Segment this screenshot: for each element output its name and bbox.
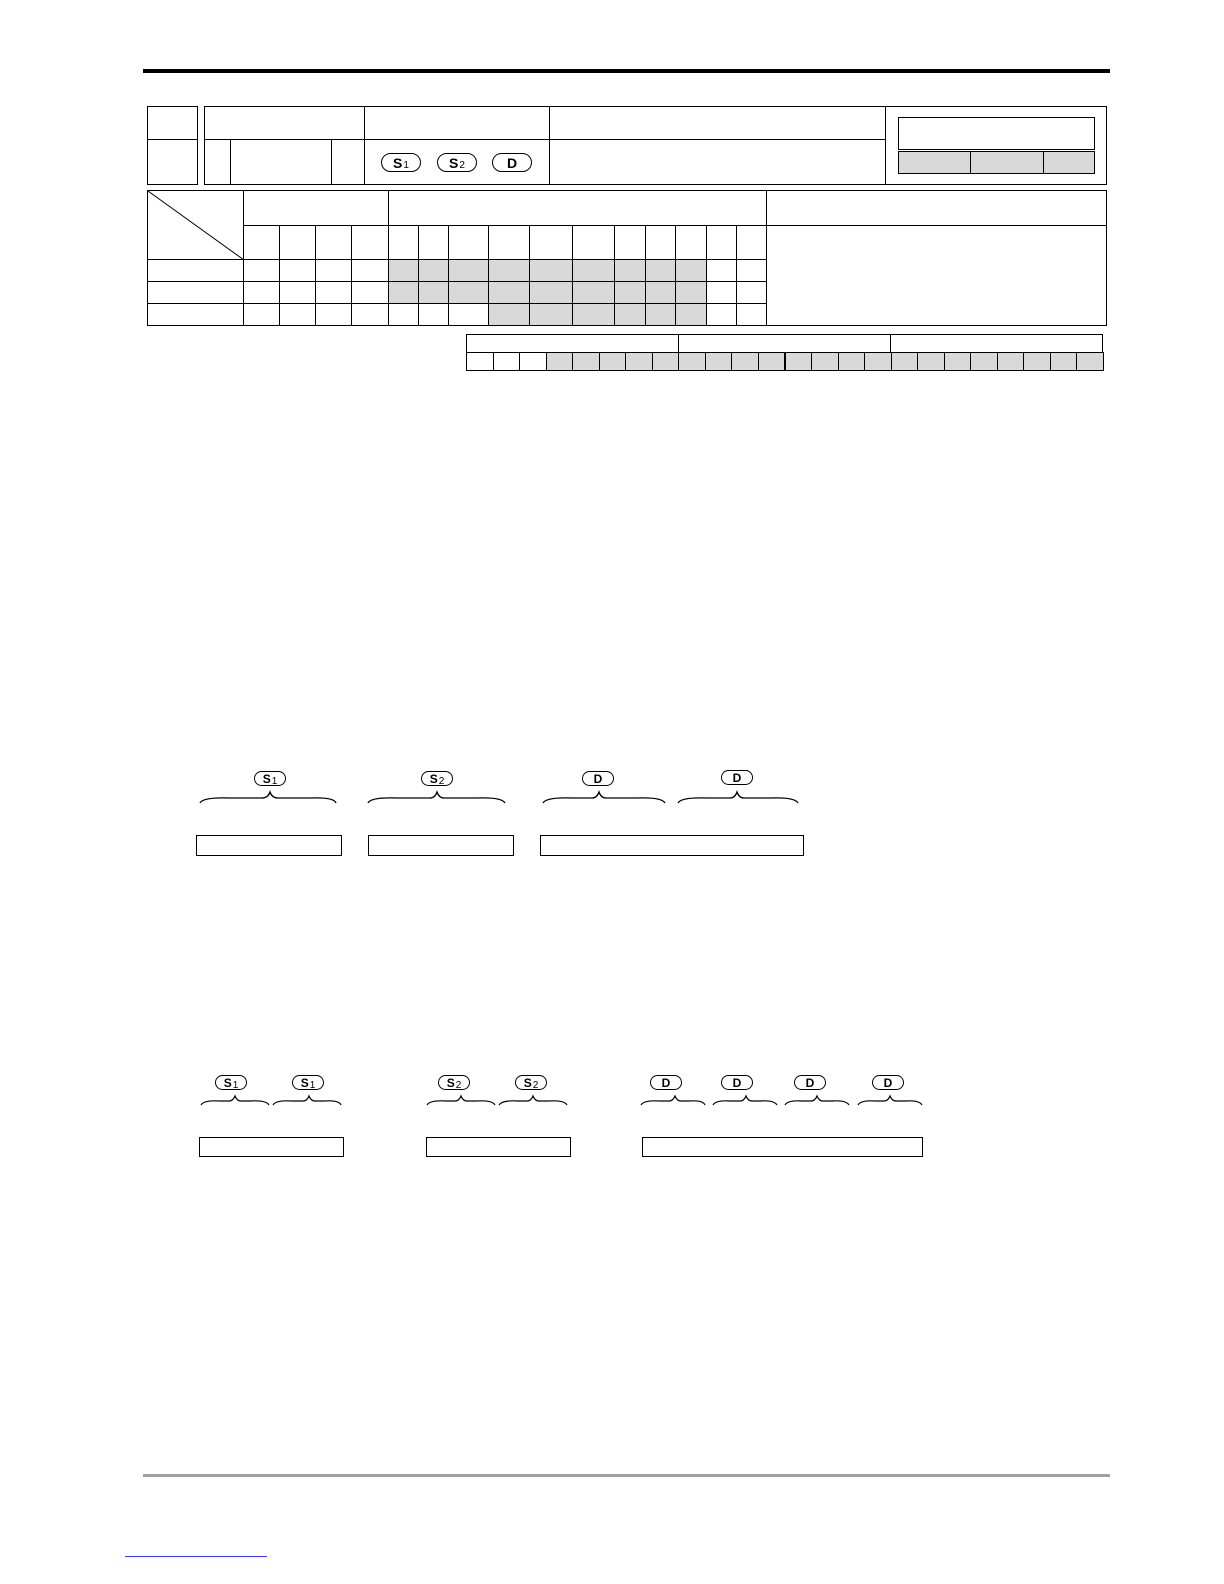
operand-d-badge: D: [492, 153, 532, 172]
device-cell: [529, 259, 573, 282]
support-cell: [891, 352, 919, 371]
device-cell: [614, 281, 646, 304]
16bit-header: [678, 334, 891, 353]
device-cell: [448, 303, 489, 326]
support-cell: [466, 352, 494, 371]
support-cell: [917, 352, 945, 371]
device-cell: [706, 281, 737, 304]
operands-header-cell: [364, 106, 550, 140]
operand-s1-badge: S 1: [381, 153, 421, 172]
support-cell: [652, 352, 680, 371]
device-column-header: [315, 225, 352, 260]
support-cell: [970, 352, 998, 371]
device-cell: [418, 281, 449, 304]
support-cell: [785, 352, 813, 371]
device-column-header: [488, 225, 530, 260]
device-cell: [351, 259, 389, 282]
device-cell: [614, 259, 646, 282]
operands-cell: [364, 139, 550, 185]
label-s2-low: S 2: [438, 1075, 470, 1090]
device-cell: [351, 303, 389, 326]
register-d-32: [642, 1137, 923, 1157]
device-cell: [243, 259, 280, 282]
support-cell: [758, 352, 786, 371]
header-rule: [143, 69, 1110, 73]
brace-d-high: [678, 792, 798, 803]
support-cell: [599, 352, 627, 371]
label-s1-high: S 1: [292, 1075, 324, 1090]
device-cell: [243, 303, 280, 326]
device-cell: [388, 303, 419, 326]
brace-s1-low: [201, 1096, 269, 1105]
braces-16bit: [0, 790, 1224, 830]
support-cell: [625, 352, 653, 371]
device-cell: [315, 281, 352, 304]
controller-series-1: [898, 151, 971, 174]
function-cell: [549, 139, 886, 185]
footer-rule: [143, 1474, 1110, 1477]
device-cell: [315, 259, 352, 282]
device-cell: [675, 303, 707, 326]
register-s1: [196, 835, 342, 856]
api-number-value-cell: [147, 139, 198, 185]
device-cell: [279, 259, 316, 282]
device-cell: [706, 303, 737, 326]
function-header-cell: [549, 106, 886, 140]
device-cell: [645, 259, 676, 282]
controller-series-3: [1043, 151, 1095, 174]
row-label-s2: [147, 281, 244, 304]
device-column-header: [736, 225, 767, 260]
support-cell: [572, 352, 600, 371]
support-cell: [1023, 352, 1051, 371]
support-cell: [1050, 352, 1078, 371]
controller-series-2: [970, 151, 1044, 174]
support-cell: [731, 352, 759, 371]
device-column-header: [614, 225, 646, 260]
device-cell: [243, 281, 280, 304]
device-column-header: [572, 225, 615, 260]
row-label-d: [147, 303, 244, 326]
32bit-header: [890, 334, 1103, 353]
device-cell: [645, 303, 676, 326]
support-cell: [705, 352, 733, 371]
controllers-title-box: [898, 117, 1095, 150]
device-cell: [448, 259, 489, 282]
device-cell: [279, 303, 316, 326]
label-d-high: D: [721, 770, 753, 785]
label-d-4: D: [872, 1075, 904, 1090]
word-devices-header: [388, 190, 767, 226]
register-s1-32: [199, 1137, 344, 1157]
label-s2-high: S 2: [515, 1075, 547, 1090]
row-label-s1: [147, 259, 244, 282]
brace-s1: [200, 792, 336, 803]
support-cell: [1076, 352, 1104, 371]
device-column-header: [279, 225, 316, 260]
device-column-header: [529, 225, 573, 260]
device-cell: [388, 281, 419, 304]
controllers-cell: [885, 106, 1107, 185]
label-d-1: D: [650, 1075, 682, 1090]
device-cell: [388, 259, 419, 282]
support-cell: [811, 352, 839, 371]
device-cell: [315, 303, 352, 326]
operand-s2-badge: S 2: [437, 153, 477, 172]
support-cell: [493, 352, 521, 371]
label-s2: S 2: [421, 771, 453, 786]
device-cell: [529, 281, 573, 304]
brace-d-4: [858, 1096, 922, 1105]
program-example-header: [766, 190, 1107, 226]
register-s2: [368, 835, 514, 856]
label-s1: S 1: [254, 771, 286, 786]
device-column-header: [243, 225, 280, 260]
support-cell: [864, 352, 892, 371]
device-cell: [529, 303, 573, 326]
support-cell: [519, 352, 547, 371]
support-cell: [546, 352, 574, 371]
table-corner-cell: [147, 190, 244, 260]
register-s2-32: [426, 1137, 571, 1157]
braces-32bit: [0, 1094, 1224, 1124]
mnemonic-suffix-cell: [331, 139, 365, 185]
brace-s1-high: [273, 1096, 341, 1105]
device-cell: [351, 281, 389, 304]
corner-diagonal: [148, 191, 245, 261]
device-column-header: [675, 225, 707, 260]
device-cell: [675, 281, 707, 304]
device-cell: [706, 259, 737, 282]
brace-d-low: [543, 792, 665, 803]
footer-link-underline[interactable]: [125, 1556, 267, 1557]
bit-devices-header: [243, 190, 389, 226]
device-cell: [736, 259, 767, 282]
device-column-header: [448, 225, 489, 260]
brace-d-3: [785, 1096, 849, 1105]
mnemonic-prefix-cell: [204, 139, 231, 185]
program-example-cell: [766, 225, 1107, 326]
brace-d-1: [641, 1096, 705, 1105]
device-cell: [675, 259, 707, 282]
device-cell: [645, 281, 676, 304]
label-d-2: D: [721, 1075, 753, 1090]
device-cell: [614, 303, 646, 326]
device-cell: [736, 281, 767, 304]
device-column-header: [351, 225, 389, 260]
device-cell: [279, 281, 316, 304]
device-cell: [736, 303, 767, 326]
label-d-3: D: [794, 1075, 826, 1090]
label-d-low: D: [582, 771, 614, 786]
brace-s2-high: [499, 1096, 567, 1105]
register-d: [540, 835, 804, 856]
device-cell: [488, 281, 530, 304]
label-s1-low: S 1: [215, 1075, 247, 1090]
support-cell: [838, 352, 866, 371]
mnemonic-header-cell: [204, 106, 365, 140]
support-cell: [997, 352, 1025, 371]
device-cell: [418, 303, 449, 326]
device-column-header: [388, 225, 419, 260]
device-cell: [488, 259, 530, 282]
device-column-header: [418, 225, 449, 260]
device-cell: [572, 281, 615, 304]
device-cell: [572, 259, 615, 282]
brace-s2: [368, 792, 505, 803]
device-column-header: [706, 225, 737, 260]
brace-d-2: [713, 1096, 777, 1105]
device-cell: [572, 303, 615, 326]
support-cell: [944, 352, 972, 371]
support-cell: [678, 352, 706, 371]
api-number-cell: [147, 106, 198, 140]
device-cell: [418, 259, 449, 282]
pulse-header: [466, 334, 679, 353]
device-cell: [488, 303, 530, 326]
mnemonic-cell: [230, 139, 332, 185]
device-column-header: [645, 225, 676, 260]
device-cell: [448, 281, 489, 304]
brace-s2-low: [427, 1096, 495, 1105]
